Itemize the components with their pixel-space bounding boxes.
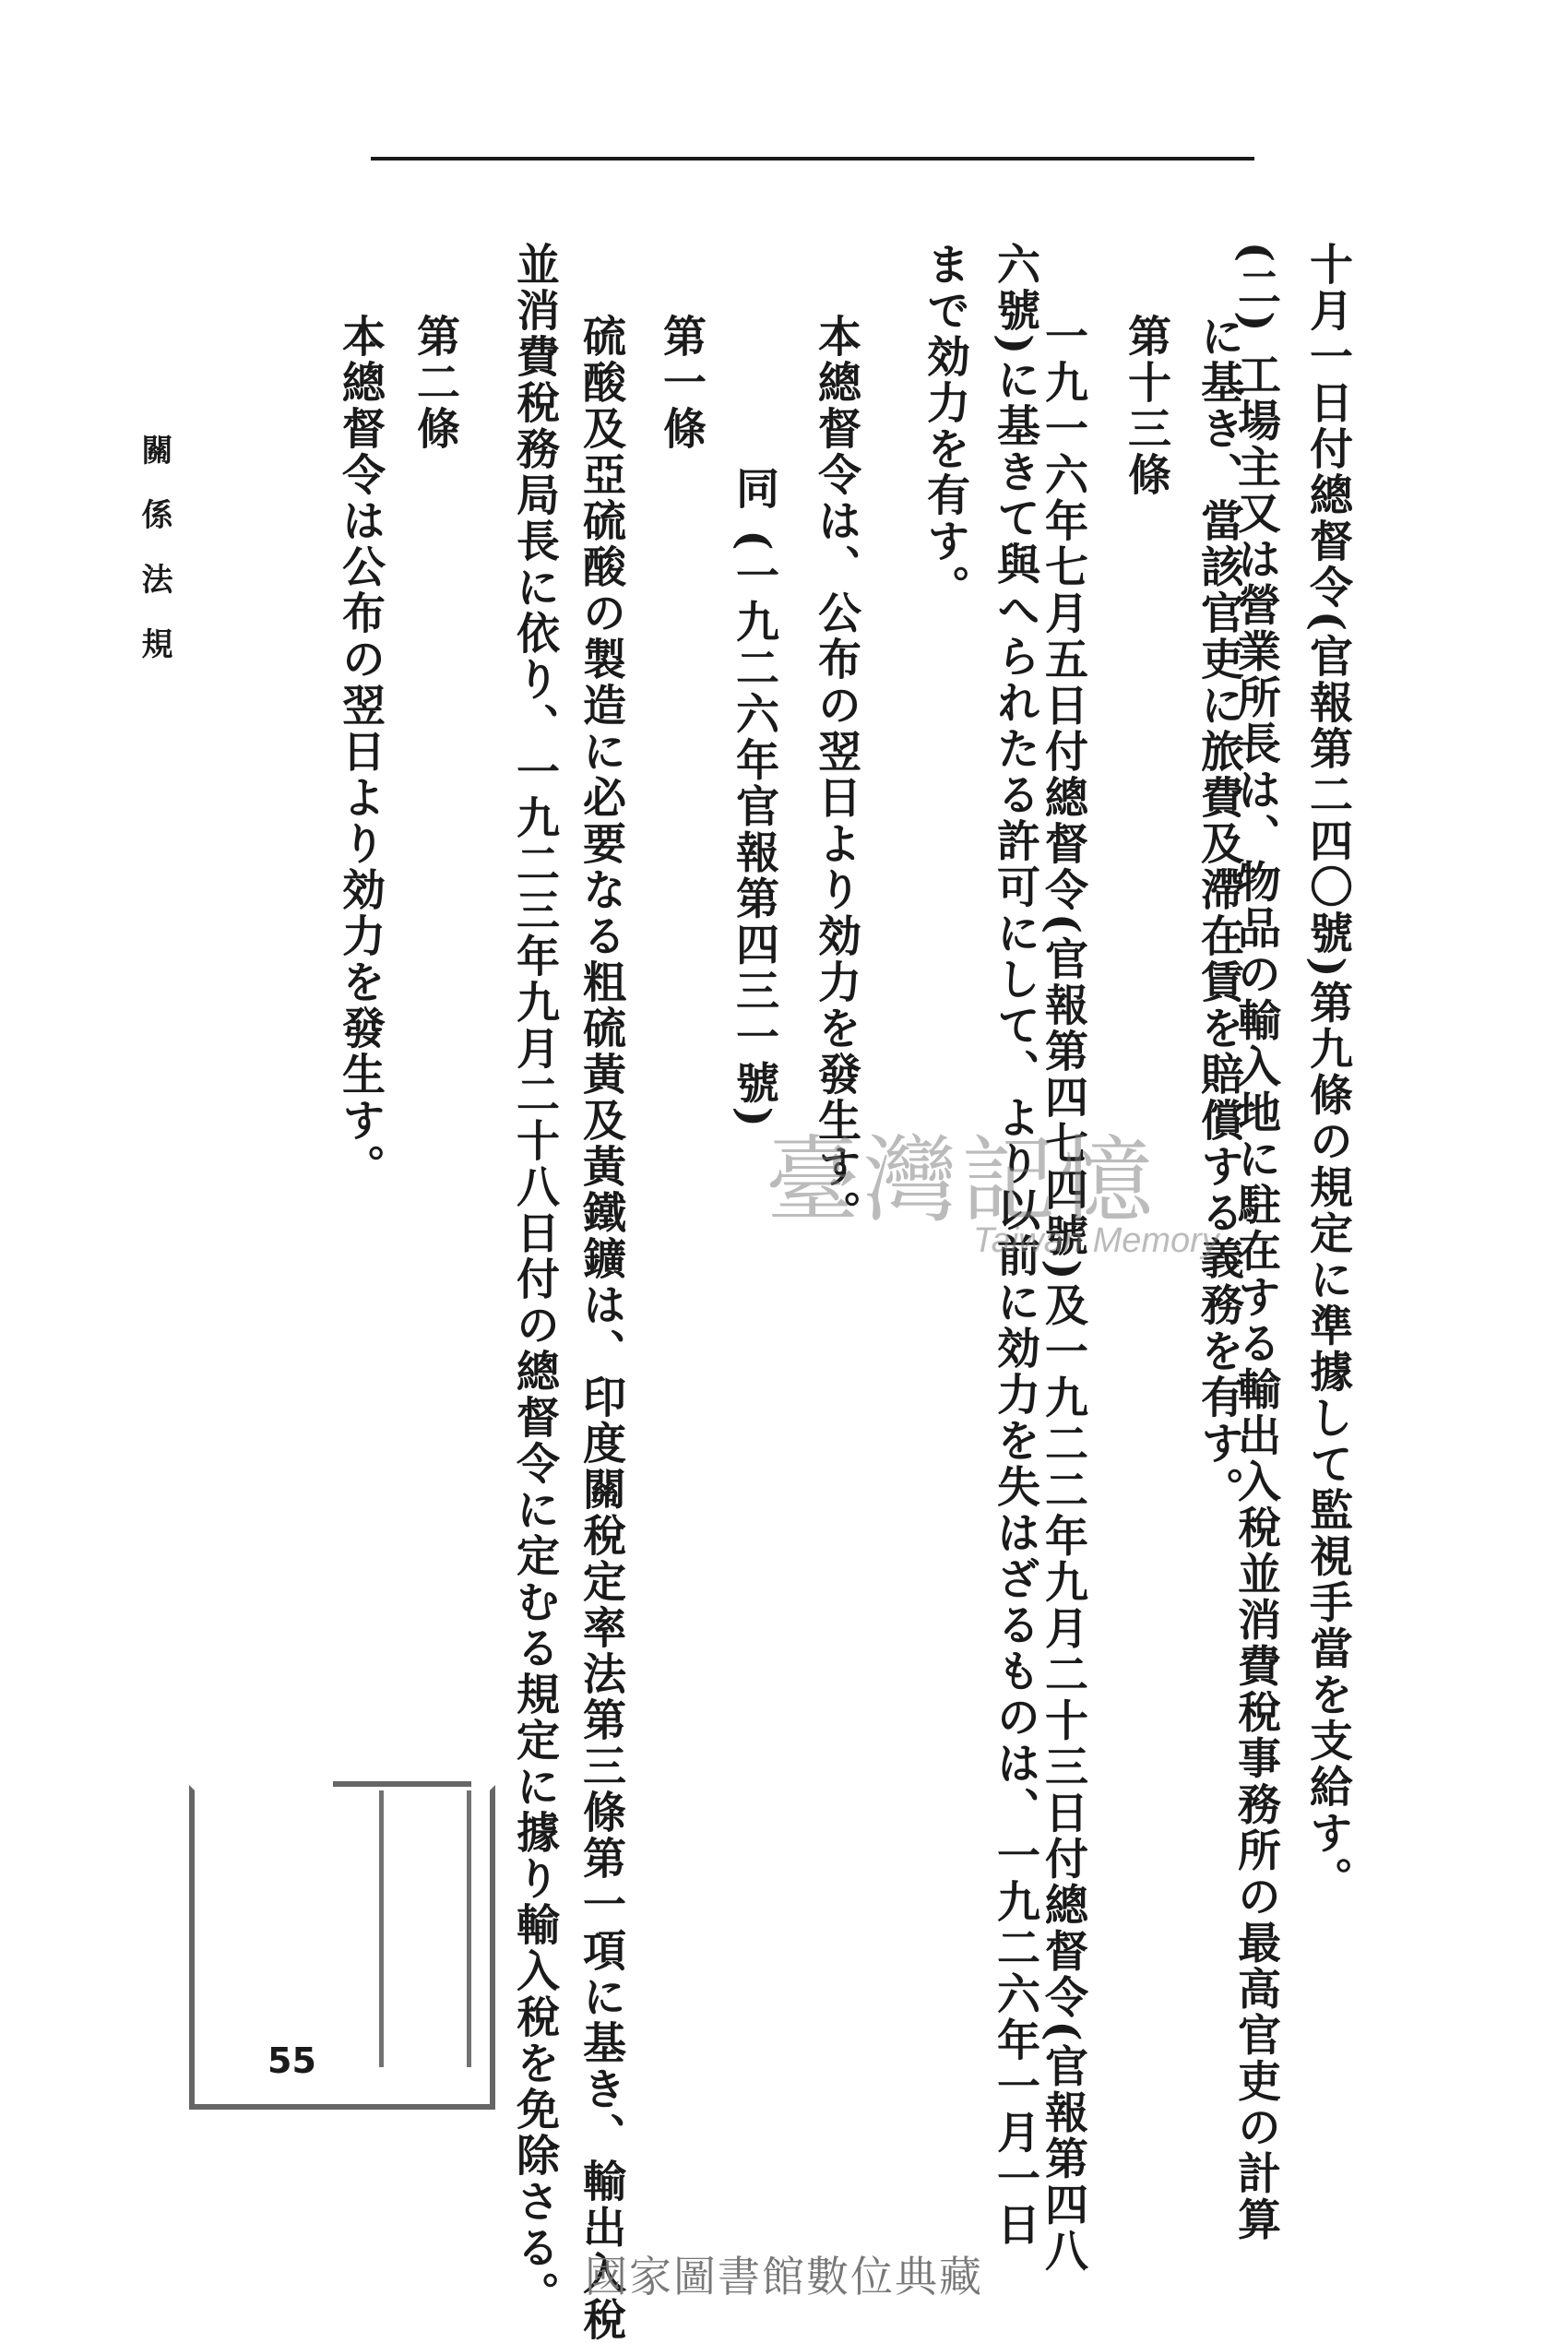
watermark <box>766 1126 1264 1319</box>
stamp-inner-frame <box>379 1790 471 2067</box>
section-heading: 同 (一九二六年官報第四三一號) <box>729 466 779 1130</box>
article-heading: 第二條 <box>410 314 460 452</box>
text-line-2: (二) 工場主又は營業所長は、物品の輸入地に駐在する輸出入稅並消費稅事務所の最高官吏の計算 <box>1230 242 1281 2243</box>
footer-caption: 國家圖書館數位典藏 <box>585 2252 983 2301</box>
article-heading: 第一條 <box>656 314 707 452</box>
text-line-5: 一九一六年七月五日付總督令(官報第四七四號)及一九二二年九月二十三日付總督令(官報第四八 <box>1038 314 1088 2275</box>
watermark-subtitle: Taiwan Memory <box>973 1221 1219 1260</box>
page-number: 55 <box>267 2040 316 2081</box>
text-line-12: 並消費稅務局長に依り、一九二三年九月二十八日付の總督令に定むる規定に據り輸入稅を免除さる。 <box>509 242 560 2317</box>
text-line-3: に基き、當該官吏に旅費及滯在賃を賠償する義務を有す。 <box>1194 314 1244 1513</box>
text-line-1: 十月一日付總督令(官報第二四〇號)第九條の規定に準據して監視手當を支給す。 <box>1302 242 1353 1903</box>
running-head: 關係法規 <box>136 434 172 692</box>
text-line-8: 本總督令は、公布の翌日より効力を發生す。 <box>811 314 861 1236</box>
text-line-14: 本總督令は公布の翌日より効力を發生す。 <box>335 314 386 1190</box>
watermark-logo: 臺灣記憶 <box>766 1126 1157 1236</box>
top-rule <box>371 157 1254 161</box>
article-heading: 第十三條 <box>1121 314 1171 498</box>
text-line-11: 硫酸及亞硫酸の製造に必要なる粗硫黃及黃鐵鑛は、印度關稅定率法第三條第一項に基き、輸出入稅 <box>576 314 626 2343</box>
text-line-6: 六號)に基きて與へられたる許可にして、より以前に効力を失はざるものは、一九二六年一月一日 <box>990 242 1040 2249</box>
text-line-7: まで効力を有す。 <box>920 242 970 611</box>
library-stamp <box>189 1785 495 2110</box>
